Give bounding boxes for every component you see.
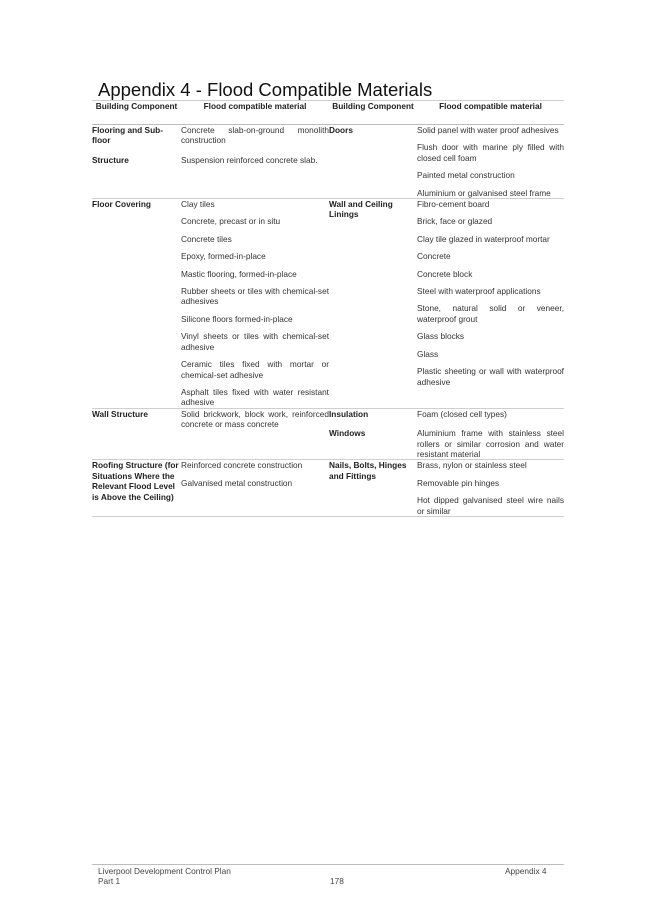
left-material-cell: [181, 125, 329, 199]
page-title: Appendix 4 - Flood Compatible Materials: [98, 79, 433, 100]
right-component-cell: [329, 199, 417, 409]
building-component-label: Doors: [329, 125, 353, 135]
right-component-cell: [329, 408, 417, 460]
header-material-left: Flood compatible material: [181, 101, 329, 125]
material-list: [181, 460, 329, 488]
footer-divider: [92, 864, 564, 865]
group-spacer: [417, 419, 564, 428]
material-list: [181, 409, 329, 430]
material-item: Steel with waterproof applications: [417, 286, 541, 297]
material-item: Concrete, precast or in situ: [181, 216, 281, 227]
material-item: Removable pin hinges: [417, 477, 500, 488]
left-material-cell: [181, 408, 329, 460]
material-list: [181, 199, 329, 408]
material-item: Concrete slab-on-ground monolith construction: [181, 125, 329, 146]
material-item: Reinforced concrete construction: [181, 460, 303, 471]
table-header-row: [92, 101, 564, 125]
header-building-component-left: Building Component: [92, 101, 181, 125]
left-component-cell: [92, 408, 181, 460]
material-item: Fibro-cement board: [417, 199, 490, 210]
material-list: [417, 125, 564, 198]
material-item: Hot dipped galvanised steel wire nails or similar: [417, 495, 564, 516]
building-component-label: Structure: [92, 154, 129, 165]
material-item: Mastic flooring, formed-in-place: [181, 268, 297, 279]
footer-part: Part 1: [98, 876, 121, 886]
material-item: Ceramic tiles fixed with mortar or chemical-set adhesive: [181, 359, 329, 380]
footer-page-number: 178: [330, 876, 344, 886]
material-item: Flush door with marine ply filled with closed cell foam: [417, 142, 564, 163]
material-item: Rubber sheets or tiles with chemical-set adhesives: [181, 286, 329, 307]
material-item: Glass: [417, 348, 439, 359]
building-component-label: Wall and Ceiling Linings: [329, 199, 393, 220]
material-item: Asphalt tiles fixed with water resistant adhesive: [181, 386, 329, 408]
material-item: Clay tile glazed in waterproof mortar: [417, 233, 550, 244]
material-item: Silicone floors formed-in-place: [181, 313, 293, 324]
material-item: Solid brickwork, block work, reinforced concrete or mass concrete: [181, 408, 329, 430]
header-material-right: Flood compatible material: [417, 101, 564, 125]
material-list: [181, 155, 329, 165]
material-item: Concrete: [417, 251, 451, 262]
right-component-cell: [329, 460, 417, 517]
left-component-cell: [92, 199, 181, 409]
table-row: [92, 460, 564, 517]
material-item: Galvanised metal construction: [181, 477, 293, 488]
material-item: Concrete tiles: [181, 233, 232, 244]
material-item: Solid panel with water proof adhesives: [417, 125, 559, 135]
building-component-label: Insulation: [329, 408, 369, 419]
material-item: Brick, face or glazed: [417, 216, 493, 227]
material-list: [181, 125, 329, 146]
material-item: Clay tiles: [181, 199, 215, 210]
material-item: Suspension reinforced concrete slab.: [181, 154, 318, 165]
material-item: Foam (closed cell types): [417, 408, 507, 419]
material-item: Aluminium or galvanised steel frame: [417, 187, 551, 198]
material-item: Aluminium frame with stainless steel rollers or similar corrosion and water resistant material: [417, 428, 564, 459]
material-item: Stone, natural solid or veneer, waterproof grout: [417, 303, 564, 324]
building-component-label: Wall Structure: [92, 408, 148, 419]
material-item: Painted metal construction: [417, 170, 515, 181]
table-row: [92, 408, 564, 460]
group-spacer: [329, 419, 417, 428]
material-item: Plastic sheeting or wall with waterproof adhesive: [417, 366, 564, 387]
flood-materials-table: [92, 100, 564, 517]
left-material-cell: [181, 460, 329, 517]
material-list: [417, 428, 564, 459]
group-spacer: [181, 146, 329, 155]
left-component-cell: [92, 125, 181, 199]
building-component-label: Windows: [329, 428, 366, 439]
material-item: Vinyl sheets or tiles with chemical-set adhesive: [181, 331, 329, 352]
group-spacer: [92, 146, 181, 155]
building-component-label: Roofing Structure (for Situations Where the Relevant Flood Level is Above the Ceiling): [92, 460, 179, 502]
material-list: [417, 460, 564, 516]
material-item: Concrete block: [417, 268, 473, 279]
right-material-cell: [417, 460, 564, 517]
left-material-cell: [181, 199, 329, 409]
right-material-cell: [417, 408, 564, 460]
building-component-label: Flooring and Sub-floor: [92, 125, 163, 146]
right-material-cell: [417, 199, 564, 409]
left-component-cell: [92, 460, 181, 517]
building-component-label: Nails, Bolts, Hinges and Fittings: [329, 460, 407, 481]
material-item: Glass blocks: [417, 331, 465, 342]
table-row: [92, 125, 564, 199]
table-row: [92, 199, 564, 409]
material-list: [417, 199, 564, 387]
right-component-cell: [329, 125, 417, 199]
material-item: Brass, nylon or stainless steel: [417, 460, 527, 471]
building-component-label: Floor Covering: [92, 199, 152, 210]
material-list: [417, 409, 564, 419]
header-building-component-right: Building Component: [329, 101, 417, 125]
footer-appendix-label: Appendix 4: [505, 866, 547, 876]
right-material-cell: [417, 125, 564, 199]
material-item: Epoxy, formed-in-place: [181, 251, 266, 262]
footer-document-title: Liverpool Development Control Plan: [98, 866, 231, 876]
